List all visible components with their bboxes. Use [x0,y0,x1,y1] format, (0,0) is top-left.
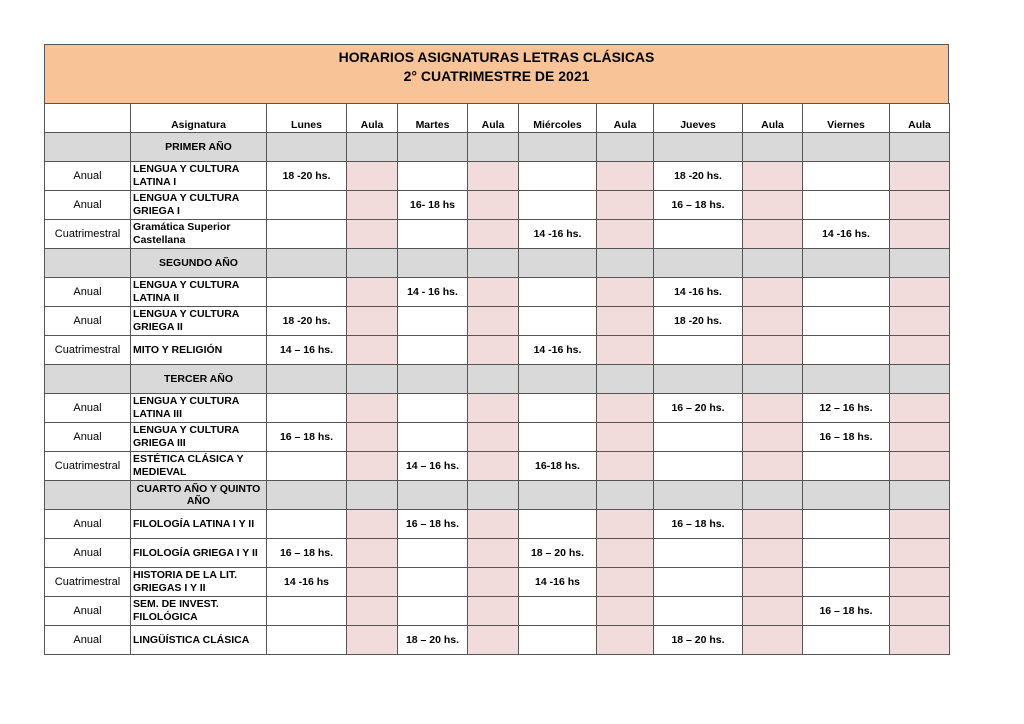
aula-cell [468,568,519,597]
time-lunes [267,191,347,220]
time-lunes [267,278,347,307]
time-viernes [803,191,890,220]
aula-cell [597,336,654,365]
aula-cell [743,452,803,481]
aula-cell [468,162,519,191]
table-row [45,336,950,365]
aula-cell [743,191,803,220]
title-banner [44,44,949,103]
year-blank-cell [45,365,131,394]
course-type: Cuatrimestral [45,568,131,597]
aula-cell [597,568,654,597]
aula-cell [597,394,654,423]
subject-name: HISTORIA DE LA LIT. GRIEGAS I Y II [131,568,267,597]
header-martes: Martes [398,104,468,133]
subject-name: LENGUA Y CULTURA LATINA I [131,162,267,191]
time-lunes: 16 – 18 hs. [267,423,347,452]
time-lunes: 14 -16 hs [267,568,347,597]
header-aula: Aula [597,104,654,133]
time-jueves [654,220,743,249]
day-cell [398,249,468,278]
aula-cell [347,510,398,539]
aula-cell [597,307,654,336]
course-type: Anual [45,278,131,307]
time-lunes: 14 – 16 hs. [267,336,347,365]
time-jueves: 18 -20 hs. [654,307,743,336]
time-lunes [267,626,347,655]
day-cell [803,365,890,394]
subject-name: SEM. DE INVEST. FILOLÓGICA [131,597,267,626]
aula-cell [347,568,398,597]
course-type: Cuatrimestral [45,452,131,481]
day-cell [519,481,597,510]
year-section-row [45,365,950,394]
year-blank-cell [45,249,131,278]
time-miercoles [519,191,597,220]
time-jueves [654,452,743,481]
aula-cell [597,278,654,307]
schedule-table [44,103,950,655]
day-cell [398,481,468,510]
time-lunes: 18 -20 hs. [267,162,347,191]
aula-cell [597,539,654,568]
time-lunes: 18 -20 hs. [267,307,347,336]
header-aula: Aula [468,104,519,133]
time-viernes: 16 – 18 hs. [803,423,890,452]
day-cell [654,481,743,510]
aula-cell [468,481,519,510]
year-blank-cell [45,133,131,162]
header-row [45,104,950,133]
day-cell [654,133,743,162]
year-section-row [45,133,950,162]
aula-cell [743,539,803,568]
aula-cell [468,336,519,365]
time-miercoles: 14 -16 hs [519,568,597,597]
aula-cell [743,394,803,423]
aula-cell [890,452,950,481]
time-jueves: 18 – 20 hs. [654,626,743,655]
time-jueves: 18 -20 hs. [654,162,743,191]
time-miercoles: 14 -16 hs. [519,220,597,249]
aula-cell [468,394,519,423]
table-row [45,510,950,539]
time-martes: 16 – 18 hs. [398,510,468,539]
aula-cell [468,191,519,220]
time-miercoles: 18 – 20 hs. [519,539,597,568]
year-name: TERCER AÑO [131,365,267,394]
day-cell [519,133,597,162]
day-cell [267,365,347,394]
aula-cell [890,162,950,191]
header-miercoles: Miércoles [519,104,597,133]
aula-cell [890,249,950,278]
aula-cell [597,510,654,539]
aula-cell [597,133,654,162]
aula-cell [890,597,950,626]
course-type: Anual [45,394,131,423]
time-viernes [803,626,890,655]
header-lunes: Lunes [267,104,347,133]
time-miercoles [519,510,597,539]
time-martes [398,539,468,568]
time-martes [398,162,468,191]
aula-cell [597,481,654,510]
aula-cell [597,452,654,481]
time-jueves [654,597,743,626]
course-type: Cuatrimestral [45,220,131,249]
aula-cell [890,278,950,307]
year-name: SEGUNDO AÑO [131,249,267,278]
subject-name: LENGUA Y CULTURA GRIEGA II [131,307,267,336]
day-cell [803,481,890,510]
time-martes: 16- 18 hs [398,191,468,220]
header-jueves: Jueves [654,104,743,133]
time-martes [398,307,468,336]
year-section-row [45,481,950,510]
aula-cell [347,539,398,568]
aula-cell [597,365,654,394]
header-asignatura: Asignatura [131,104,267,133]
time-viernes: 16 – 18 hs. [803,597,890,626]
day-cell [654,365,743,394]
aula-cell [347,452,398,481]
table-row [45,597,950,626]
aula-cell [743,162,803,191]
aula-cell [890,365,950,394]
header-aula: Aula [890,104,950,133]
aula-cell [890,394,950,423]
year-blank-cell [45,481,131,510]
aula-cell [347,394,398,423]
time-viernes [803,278,890,307]
schedule-sheet [44,44,949,655]
time-miercoles [519,394,597,423]
time-martes [398,423,468,452]
aula-cell [468,365,519,394]
day-cell [803,133,890,162]
day-cell [654,249,743,278]
aula-cell [890,423,950,452]
table-row [45,568,950,597]
aula-cell [890,191,950,220]
header-viernes: Viernes [803,104,890,133]
header-type [45,104,131,133]
aula-cell [743,133,803,162]
time-martes [398,568,468,597]
time-lunes: 16 – 18 hs. [267,539,347,568]
course-type: Anual [45,510,131,539]
time-martes [398,336,468,365]
day-cell [519,365,597,394]
aula-cell [347,220,398,249]
aula-cell [743,307,803,336]
time-viernes [803,336,890,365]
table-row [45,307,950,336]
course-type: Anual [45,423,131,452]
title-line-2: 2° CUATRIMESTRE DE 2021 [403,68,590,84]
day-cell [267,133,347,162]
aula-cell [890,626,950,655]
schedule-body [45,104,950,655]
time-viernes [803,539,890,568]
subject-name: LENGUA Y CULTURA GRIEGA I [131,191,267,220]
aula-cell [597,220,654,249]
time-jueves [654,423,743,452]
course-type: Anual [45,162,131,191]
table-row [45,162,950,191]
aula-cell [347,365,398,394]
aula-cell [347,336,398,365]
time-viernes [803,452,890,481]
aula-cell [890,307,950,336]
day-cell [398,365,468,394]
aula-cell [347,307,398,336]
time-martes: 14 - 16 hs. [398,278,468,307]
aula-cell [743,278,803,307]
aula-cell [347,481,398,510]
aula-cell [347,133,398,162]
aula-cell [468,597,519,626]
time-miercoles [519,423,597,452]
aula-cell [890,510,950,539]
aula-cell [743,336,803,365]
aula-cell [597,626,654,655]
time-miercoles [519,626,597,655]
time-jueves [654,336,743,365]
aula-cell [743,220,803,249]
aula-cell [890,133,950,162]
time-jueves: 16 – 20 hs. [654,394,743,423]
course-type: Cuatrimestral [45,336,131,365]
time-martes [398,597,468,626]
year-name: PRIMER AÑO [131,133,267,162]
time-lunes [267,597,347,626]
time-lunes [267,452,347,481]
table-row [45,191,950,220]
table-row [45,452,950,481]
aula-cell [743,626,803,655]
time-martes [398,394,468,423]
time-miercoles [519,278,597,307]
aula-cell [347,191,398,220]
aula-cell [468,452,519,481]
aula-cell [597,423,654,452]
time-jueves: 16 – 18 hs. [654,191,743,220]
aula-cell [890,568,950,597]
aula-cell [347,249,398,278]
course-type: Anual [45,307,131,336]
day-cell [398,133,468,162]
aula-cell [743,423,803,452]
time-miercoles [519,307,597,336]
time-viernes: 12 – 16 hs. [803,394,890,423]
table-row [45,539,950,568]
aula-cell [468,510,519,539]
table-row [45,220,950,249]
title-line-1: HORARIOS ASIGNATURAS LETRAS CLÁSICAS [338,49,655,65]
aula-cell [743,249,803,278]
aula-cell [890,481,950,510]
aula-cell [468,423,519,452]
aula-cell [743,481,803,510]
aula-cell [597,249,654,278]
aula-cell [468,278,519,307]
header-aula: Aula [347,104,398,133]
time-martes [398,220,468,249]
time-miercoles: 16-18 hs. [519,452,597,481]
aula-cell [890,539,950,568]
aula-cell [890,336,950,365]
course-type: Anual [45,597,131,626]
aula-cell [890,220,950,249]
aula-cell [468,133,519,162]
table-row [45,626,950,655]
time-jueves: 14 -16 hs. [654,278,743,307]
time-viernes [803,510,890,539]
time-lunes [267,510,347,539]
subject-name: ESTÉTICA CLÁSICA Y MEDIEVAL [131,452,267,481]
course-type: Anual [45,539,131,568]
course-type: Anual [45,191,131,220]
course-type: Anual [45,626,131,655]
aula-cell [347,162,398,191]
aula-cell [468,307,519,336]
aula-cell [347,597,398,626]
time-miercoles [519,597,597,626]
time-miercoles [519,162,597,191]
aula-cell [597,191,654,220]
day-cell [267,249,347,278]
time-lunes [267,220,347,249]
day-cell [267,481,347,510]
table-row [45,278,950,307]
time-martes: 18 – 20 hs. [398,626,468,655]
time-viernes [803,307,890,336]
subject-name: Gramática Superior Castellana [131,220,267,249]
aula-cell [597,162,654,191]
subject-name: FILOLOGÍA LATINA I Y II [131,510,267,539]
aula-cell [347,423,398,452]
table-row [45,394,950,423]
aula-cell [468,249,519,278]
time-viernes [803,162,890,191]
time-viernes [803,568,890,597]
aula-cell [743,597,803,626]
subject-name: MITO Y RELIGIÓN [131,336,267,365]
aula-cell [597,597,654,626]
time-jueves [654,568,743,597]
year-name: CUARTO AÑO Y QUINTO AÑO [131,481,267,510]
time-jueves: 16 – 18 hs. [654,510,743,539]
aula-cell [743,568,803,597]
subject-name: LENGUA Y CULTURA LATINA II [131,278,267,307]
aula-cell [468,539,519,568]
year-section-row [45,249,950,278]
time-martes: 14 – 16 hs. [398,452,468,481]
subject-name: LENGUA Y CULTURA LATINA III [131,394,267,423]
aula-cell [347,626,398,655]
day-cell [803,249,890,278]
table-row [45,423,950,452]
aula-cell [743,510,803,539]
time-lunes [267,394,347,423]
subject-name: LENGUA Y CULTURA GRIEGA III [131,423,267,452]
header-aula: Aula [743,104,803,133]
subject-name: LINGÜÍSTICA CLÁSICA [131,626,267,655]
aula-cell [468,626,519,655]
aula-cell [743,365,803,394]
aula-cell [468,220,519,249]
day-cell [519,249,597,278]
aula-cell [347,278,398,307]
subject-name: FILOLOGÍA GRIEGA I Y II [131,539,267,568]
time-miercoles: 14 -16 hs. [519,336,597,365]
time-viernes: 14 -16 hs. [803,220,890,249]
time-jueves [654,539,743,568]
